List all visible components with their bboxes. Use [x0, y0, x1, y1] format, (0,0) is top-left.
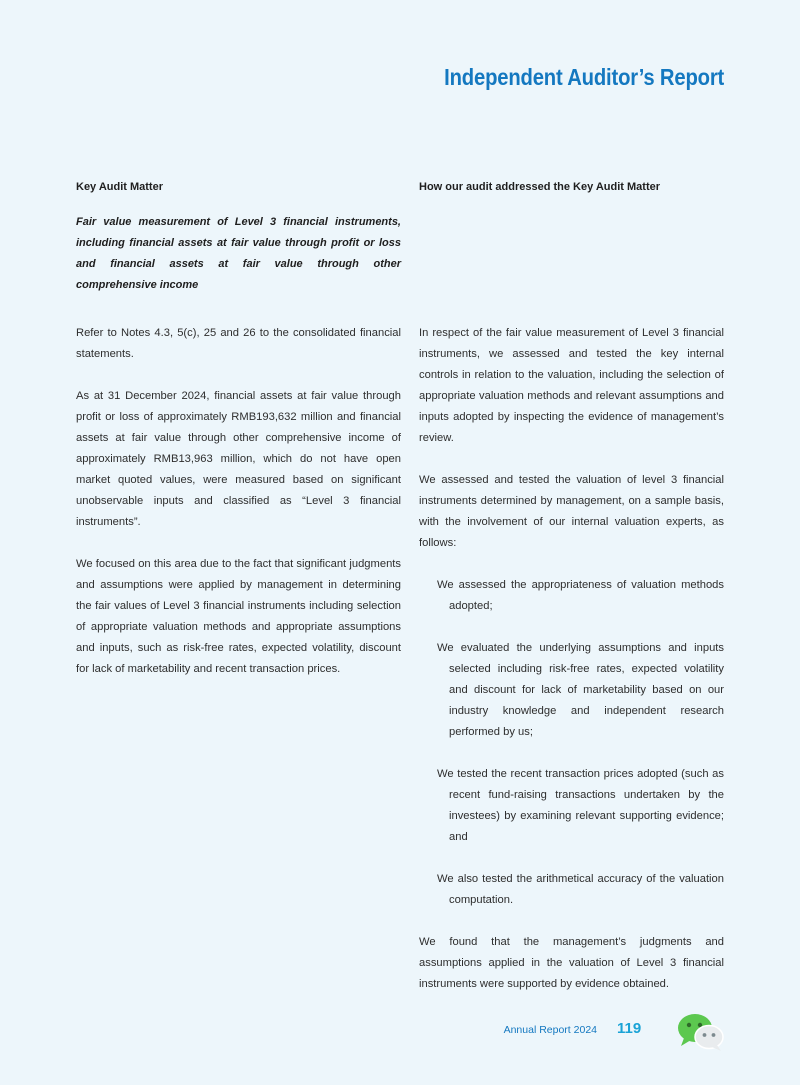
wechat-icon — [676, 1012, 726, 1052]
annual-report-label: Annual Report 2024 — [503, 1024, 597, 1036]
procedures-list — [419, 575, 724, 911]
financial-assets-paragraph: As at 31 December 2024, financial assets at fair value through profit or loss of approximately RMB193,632 million and financial assets at fair value through other comprehensive income of approximately RMB13,963 million, which do not have open market quoted values, were measured based on significant unobservable inputs and classified as “Level 3 financial instruments”. — [76, 390, 401, 528]
key-audit-matter-column — [76, 181, 401, 701]
list-item: We tested the recent transaction prices adopted (such as recent fund-raising transactions undertaken by the investees) by examining relevant supporting evidence; and — [437, 768, 724, 843]
conclusion-paragraph: We found that the management’s judgments and assumptions applied in the valuation of Level 3 financial instruments were supported by evidence obtained. — [419, 936, 724, 990]
spacer — [419, 212, 724, 323]
key-audit-matter-heading: Key Audit Matter — [76, 181, 163, 193]
audit-response-column — [419, 181, 724, 1016]
matter-title: Fair value measurement of Level 3 financial instruments, including financial assets at fair value through profit or loss and financial assets at fair value through other comprehensive income — [76, 216, 401, 291]
notes-reference-paragraph: Refer to Notes 4.3, 5(c), 25 and 26 to the consolidated financial statements. — [76, 327, 401, 360]
page-footer — [0, 1018, 800, 1058]
focus-area-paragraph: We focused on this area due to the fact that significant judgments and assumptions were applied by management in determining the fair values of Level 3 financial instruments including selection of appropriate valuation methods and appropriate assumptions and inputs, such as risk-free rates, expected volatility, discount for lack of marketability and recent transaction prices. — [76, 558, 401, 675]
page-number: 119 — [617, 1020, 642, 1037]
page-title: Independent Auditor’s Report — [444, 64, 724, 90]
audit-response-heading: How our audit addressed the Key Audit Matter — [419, 181, 661, 193]
list-item: We evaluated the underlying assumptions and inputs selected including risk-free rates, expected volatility and discount for lack of marketability based on our industry knowledge and independent research performed by us; — [437, 642, 724, 738]
valuation-testing-paragraph: We assessed and tested the valuation of level 3 financial instruments determined by management, on a sample basis, with the involvement of our internal valuation experts, as follows: — [419, 474, 724, 549]
list-item: We also tested the arithmetical accuracy of the valuation computation. — [437, 873, 724, 906]
internal-controls-paragraph: In respect of the fair value measurement of Level 3 financial instruments, we assessed and tested the key internal controls in relation to the valuation, including the selection of appropriate valuation methods and relevant assumptions and inputs adopted by inspecting the evidence of management’s review. — [419, 327, 724, 444]
list-item: We assessed the appropriateness of valuation methods adopted; — [437, 579, 724, 612]
